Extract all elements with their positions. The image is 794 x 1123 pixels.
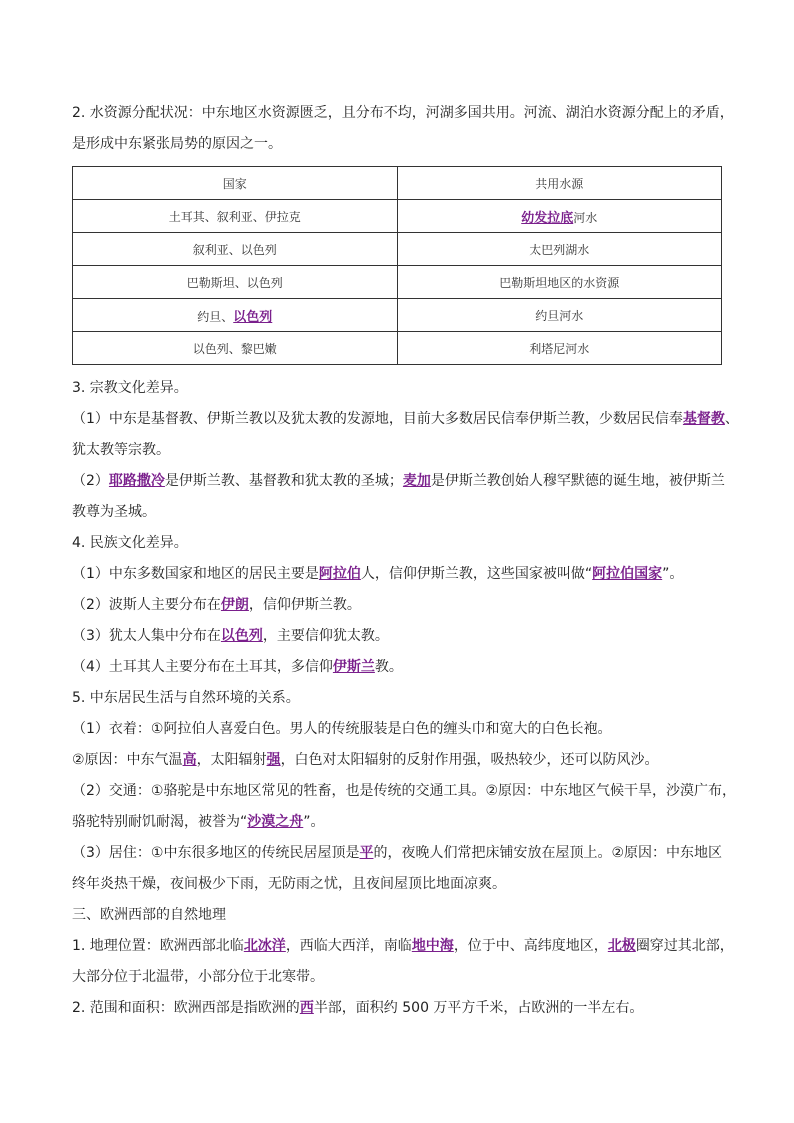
text: （3）居住：①中东很多地区的传统民居屋顶是 bbox=[72, 845, 360, 861]
paragraph-location-2 bbox=[72, 962, 722, 993]
text: 土耳其、叙利亚、伊拉克 bbox=[168, 209, 301, 224]
text: 是伊斯兰教、基督教和犹太教的圣城； bbox=[164, 473, 403, 489]
text: 大部分位于北温带，小部分位于北寒带。 bbox=[72, 969, 324, 985]
keyword: 伊斯兰 bbox=[332, 659, 375, 675]
text: （1）中东多数国家和地区的居民主要是 bbox=[72, 566, 319, 582]
paragraph-area bbox=[72, 993, 722, 1024]
header-water-source: 共用水源 bbox=[397, 167, 722, 200]
text: ②原因：中东气温 bbox=[72, 752, 183, 768]
cell-country bbox=[73, 266, 398, 299]
text: 半部，面积约 500 万平方千米，占欧洲的一半左右。 bbox=[313, 1000, 644, 1016]
keyword: 北冰洋 bbox=[243, 938, 286, 954]
keyword: 以色列 bbox=[233, 309, 273, 325]
text: ，太阳辐射 bbox=[196, 752, 267, 768]
text: ”。 bbox=[662, 566, 684, 582]
heading-ethnic bbox=[72, 528, 722, 559]
paragraph-religion-1 bbox=[72, 404, 739, 435]
paragraph-transport-1 bbox=[72, 776, 737, 807]
text: ，信仰伊斯兰教。 bbox=[248, 597, 361, 613]
keyword: 平 bbox=[359, 845, 374, 861]
table-row bbox=[73, 332, 722, 365]
text: 教。 bbox=[374, 659, 403, 675]
text: 约旦、 bbox=[197, 309, 234, 324]
text: 3. 宗教文化差异。 bbox=[72, 380, 188, 396]
text: 2. 水资源分配状况：中东地区水资源匮乏，且分布不均，河湖多国共用。河流、湖泊水资源分配上的矛盾， bbox=[72, 105, 734, 121]
keyword: 沙漠之舟 bbox=[247, 814, 304, 830]
keyword: 强 bbox=[266, 752, 281, 768]
text: ，位于中、高纬度地区， bbox=[453, 938, 608, 954]
text: （3）犹太人集中分布在 bbox=[72, 628, 221, 644]
paragraph-water-2 bbox=[72, 129, 722, 160]
text: 4. 民族文化差异。 bbox=[72, 535, 188, 551]
water-sharing-table bbox=[72, 166, 722, 365]
keyword: 阿拉伯国家 bbox=[592, 566, 663, 582]
cell-water bbox=[397, 266, 722, 299]
text: 圈穿过其北部， bbox=[635, 938, 734, 954]
cell-water bbox=[397, 200, 722, 233]
cell-country bbox=[73, 299, 398, 332]
keyword: 耶路撒冷 bbox=[108, 473, 165, 489]
document-page bbox=[72, 98, 739, 1024]
paragraph-clothing-1 bbox=[72, 714, 722, 745]
text: （2）波斯人主要分布在 bbox=[72, 597, 221, 613]
cell-water bbox=[397, 332, 722, 365]
paragraph-ethnic-2 bbox=[72, 590, 722, 621]
text: （4）土耳其人主要分布在土耳其，多信仰 bbox=[72, 659, 333, 675]
keyword: 伊朗 bbox=[220, 597, 249, 613]
table-row bbox=[73, 200, 722, 233]
text: 是形成中东紧张局势的原因之一。 bbox=[72, 136, 282, 152]
paragraph-location-1 bbox=[72, 931, 734, 962]
cell-country bbox=[73, 332, 398, 365]
paragraph-housing-2 bbox=[72, 869, 722, 900]
text: 、 bbox=[724, 411, 739, 427]
text: ，西临大西洋，南临 bbox=[285, 938, 412, 954]
text: 5. 中东居民生活与自然环境的关系。 bbox=[72, 690, 300, 706]
text: 是伊斯兰教创始人穆罕默德的诞生地，被伊斯兰 bbox=[430, 473, 725, 489]
text: ，主要信仰犹太教。 bbox=[262, 628, 389, 644]
text: 巴勒斯坦、以色列 bbox=[186, 275, 283, 290]
keyword: 北极 bbox=[607, 938, 636, 954]
text: 1. 地理位置：欧洲西部北临 bbox=[72, 938, 244, 954]
text: 三、欧洲西部的自然地理 bbox=[72, 907, 226, 923]
paragraph-ethnic-4 bbox=[72, 652, 722, 683]
paragraph-religion-1b bbox=[72, 435, 722, 466]
keyword: 西 bbox=[299, 1000, 314, 1016]
text: 终年炎热干燥，夜间极少下雨，无防雨之忧，且夜间屋顶比地面凉爽。 bbox=[72, 876, 506, 892]
paragraph-religion-2b bbox=[72, 497, 722, 528]
table-header-row bbox=[73, 167, 722, 200]
heading-western-europe bbox=[72, 900, 722, 931]
cell-water bbox=[397, 299, 722, 332]
table-row bbox=[73, 299, 722, 332]
keyword: 幼发拉底 bbox=[521, 210, 574, 226]
text: 人，信仰伊斯兰教，这些国家被叫做“ bbox=[360, 566, 593, 582]
keyword: 麦加 bbox=[402, 473, 431, 489]
keyword: 高 bbox=[182, 752, 197, 768]
paragraph-religion-2 bbox=[72, 466, 725, 497]
text: 2. 范围和面积：欧洲西部是指欧洲的 bbox=[72, 1000, 300, 1016]
keyword: 基督教 bbox=[682, 411, 725, 427]
cell-country bbox=[73, 233, 398, 266]
text: 河水 bbox=[573, 210, 598, 225]
text: 以色列、黎巴嫩 bbox=[192, 341, 277, 356]
paragraph-ethnic-3 bbox=[72, 621, 722, 652]
table-row bbox=[73, 266, 722, 299]
text: 约旦河水 bbox=[535, 308, 584, 323]
keyword: 以色列 bbox=[220, 628, 263, 644]
keyword: 地中海 bbox=[411, 938, 454, 954]
paragraph-clothing-2 bbox=[72, 745, 722, 776]
text: 的，夜晚人们常把床铺安放在屋顶上。②原因：中东地区 bbox=[373, 845, 723, 861]
text: （1）衣着：①阿拉伯人喜爱白色。男人的传统服装是白色的缠头巾和宽大的白色长袍。 bbox=[72, 721, 612, 737]
paragraph-water-1 bbox=[72, 98, 734, 129]
text: （1）中东是基督教、伊斯兰教以及犹太教的发源地，目前大多数居民信奉伊斯兰教，少数居民信奉 bbox=[72, 411, 683, 427]
header-country: 国家 bbox=[73, 167, 398, 200]
text: （2） bbox=[72, 473, 109, 489]
keyword: 阿拉伯 bbox=[318, 566, 361, 582]
text: （2）交通：①骆驼是中东地区常见的牲畜，也是传统的交通工具。②原因：中东地区气候干旱，沙漠广布， bbox=[72, 783, 737, 799]
table-row bbox=[73, 233, 722, 266]
text: 巴勒斯坦地区的水资源 bbox=[499, 275, 620, 290]
paragraph-transport-2 bbox=[72, 807, 722, 838]
text: 太巴列湖水 bbox=[529, 242, 590, 257]
paragraph-ethnic-1 bbox=[72, 559, 722, 590]
heading-religion bbox=[72, 373, 722, 404]
paragraph-housing-1 bbox=[72, 838, 722, 869]
text: 利塔尼河水 bbox=[529, 341, 590, 356]
heading-life bbox=[72, 683, 722, 714]
cell-country bbox=[73, 200, 398, 233]
cell-water bbox=[397, 233, 722, 266]
text: 犹太教等宗教。 bbox=[72, 442, 170, 458]
text: 骆驼特别耐饥耐渴，被誉为“ bbox=[72, 814, 248, 830]
text: ，白色对太阳辐射的反射作用强，吸热较少，还可以防风沙。 bbox=[280, 752, 659, 768]
text: 教尊为圣城。 bbox=[72, 504, 156, 520]
text: ”。 bbox=[303, 814, 325, 830]
text: 叙利亚、以色列 bbox=[192, 242, 277, 257]
